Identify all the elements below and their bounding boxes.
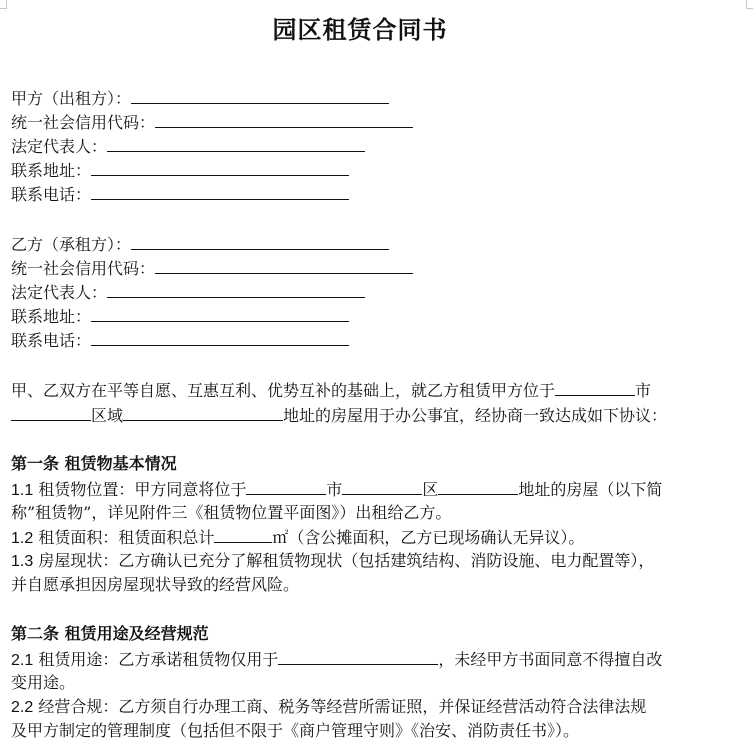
preamble-city-field[interactable]	[555, 379, 635, 396]
clause-number: 2.1	[11, 652, 34, 669]
party-b-address-row	[11, 305, 349, 328]
clause-text: 地址的房屋（以下简	[518, 480, 663, 499]
article-1-heading: 第一条 租赁物基本情况	[11, 454, 177, 473]
clause-text: 经营合规：乙方须自行办理工商、税务等经营所需证照，并保证经营活动符合法律法规	[33, 697, 647, 716]
clause-1-1	[11, 478, 662, 502]
clause-text: 房屋现状：乙方确认已充分了解租赁物现状（包括建筑结构、消防设施、电力配置等），	[33, 551, 655, 570]
article-2-heading: 第二条 租赁用途及经营规范	[11, 624, 209, 643]
clause-text: 租赁面积：租赁面积总计	[33, 528, 215, 547]
party-b-address-label: 联系地址：	[11, 307, 92, 326]
clause-2-1	[11, 648, 662, 672]
party-a-address-label: 联系地址：	[11, 161, 92, 180]
clause-text: ，未经甲方书面同意不得擅自改	[438, 650, 663, 669]
clause-number: 1.1	[11, 482, 34, 499]
party-a-name-field[interactable]	[131, 87, 389, 104]
corner-crop-mark	[746, 0, 753, 9]
party-a-credit-code-row	[11, 111, 413, 134]
preamble-text: 市	[635, 381, 652, 400]
corner-crop-mark	[0, 0, 7, 9]
clause-text: 租赁物位置：甲方同意将位于	[33, 480, 247, 499]
party-a-phone-label: 联系电话：	[11, 185, 92, 204]
preamble-address-field[interactable]	[123, 404, 283, 421]
party-b-credit-code-label: 统一社会信用代码：	[11, 259, 156, 278]
party-b-phone-field[interactable]	[91, 329, 349, 346]
party-b-legal-rep-label: 法定代表人：	[11, 283, 108, 302]
preamble-line-1	[11, 379, 651, 402]
clause-1-1-district-field[interactable]	[342, 478, 422, 495]
clause-text: 市	[326, 480, 343, 499]
clause-1-3	[11, 550, 654, 573]
party-a-phone-row	[11, 183, 349, 206]
party-a-credit-code-field[interactable]	[155, 111, 413, 128]
party-a-name-row	[11, 87, 389, 110]
preamble-text: 区域	[91, 406, 124, 425]
party-b-name-field[interactable]	[131, 233, 389, 250]
party-b-legal-rep-field[interactable]	[107, 281, 365, 298]
party-a-legal-rep-row	[11, 135, 365, 158]
clause-text: 区	[422, 480, 439, 499]
party-a-legal-rep-label: 法定代表人：	[11, 137, 108, 156]
clause-number: 1.3	[11, 553, 34, 570]
clause-1-1-city-field[interactable]	[246, 478, 326, 495]
party-a-legal-rep-field[interactable]	[107, 135, 365, 152]
clause-2-1-line-2: 变用途。	[11, 673, 76, 692]
clause-2-1-use-field[interactable]	[278, 648, 438, 665]
party-b-name-row	[11, 233, 389, 256]
clause-text: 租赁用途：乙方承诺租赁物仅用于	[33, 650, 279, 669]
preamble-district-field[interactable]	[11, 404, 91, 421]
clause-1-2	[11, 526, 584, 550]
party-b-phone-row	[11, 329, 349, 352]
party-b-name-label: 乙方（承租方）：	[11, 235, 132, 254]
clause-1-2-area-field[interactable]	[214, 526, 272, 543]
preamble-text: 地址的房屋用于办公事宜，经协商一致达成如下协议：	[283, 406, 668, 425]
party-a-phone-field[interactable]	[91, 183, 349, 200]
clause-text: ㎡（含公摊面积，乙方已现场确认无异议）。	[272, 528, 585, 547]
party-b-address-field[interactable]	[91, 305, 349, 322]
clause-1-1-address-field[interactable]	[438, 478, 518, 495]
preamble-line-2	[11, 404, 667, 427]
party-a-address-field[interactable]	[91, 159, 349, 176]
party-a-credit-code-label: 统一社会信用代码：	[11, 113, 156, 132]
clause-1-3-line-2: 并自愿承担因房屋现状导致的经营风险。	[11, 575, 300, 594]
party-b-credit-code-row	[11, 257, 413, 280]
party-a-address-row	[11, 159, 349, 182]
clause-number: 2.2	[11, 699, 34, 716]
clause-1-1-line-2: 称”租赁物”，详见附件三《租赁物位置平面图》）出租给乙方。	[11, 503, 452, 522]
clause-2-2	[11, 696, 646, 719]
party-b-legal-rep-row	[11, 281, 365, 304]
clause-2-2-line-2: 及甲方制定的管理制度（包括但不限于《商户管理守则》《治安、消防责任书》）。	[11, 721, 580, 740]
clause-number: 1.2	[11, 530, 34, 547]
party-b-credit-code-field[interactable]	[155, 257, 413, 274]
document-title: 园区租赁合同书	[272, 15, 448, 44]
party-a-name-label: 甲方（出租方）：	[11, 89, 132, 108]
party-b-phone-label: 联系电话：	[11, 331, 92, 350]
preamble-text: 甲、乙双方在平等自愿、互惠互利、优势互补的基础上，就乙方租赁甲方位于	[11, 381, 556, 400]
